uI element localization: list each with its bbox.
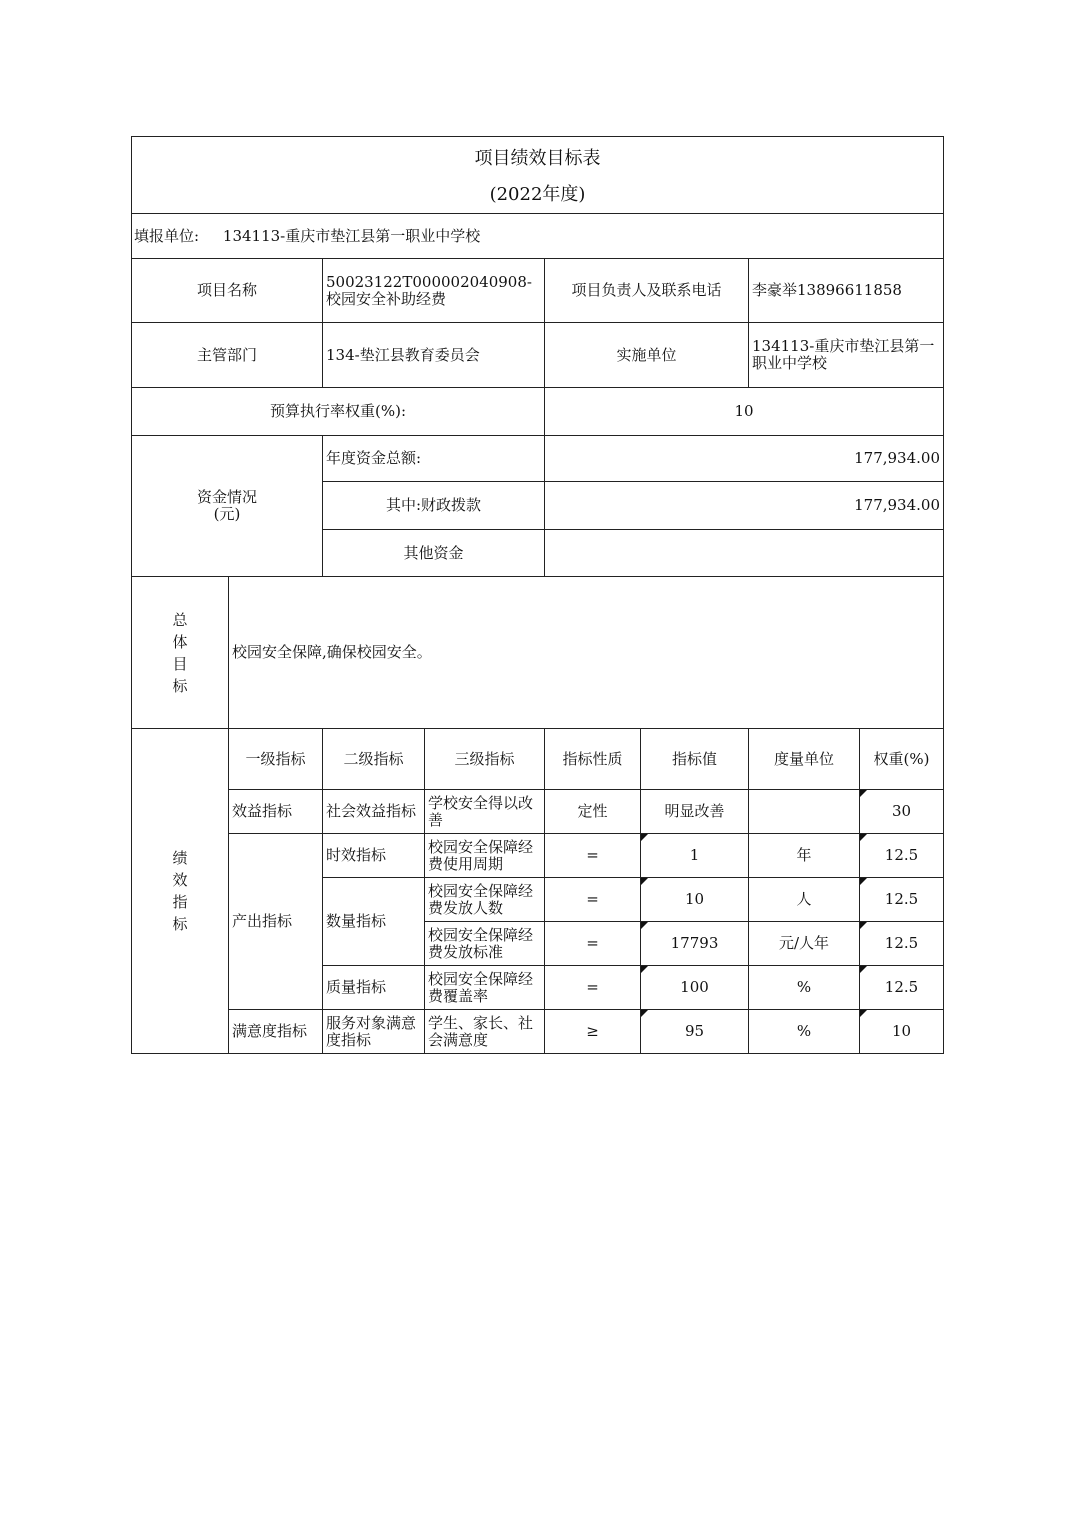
row-value: 100 bbox=[641, 966, 749, 1010]
row-level2: 服务对象满意度指标 bbox=[323, 1010, 425, 1054]
row-weight: 12.5 bbox=[860, 878, 944, 922]
header-nature: 指标性质 bbox=[545, 729, 641, 790]
header-weight: 权重(%) bbox=[860, 729, 944, 790]
row-level1: 产出指标 bbox=[229, 834, 323, 1010]
row-nature: ≥ bbox=[545, 1010, 641, 1054]
row-level1: 效益指标 bbox=[229, 790, 323, 834]
row-nature: = bbox=[545, 922, 641, 966]
overall-goal-label: 总体目标 bbox=[172, 610, 188, 695]
row-unit: % bbox=[749, 966, 860, 1010]
table-title-cell bbox=[132, 137, 944, 214]
row-weight: 10 bbox=[860, 1010, 944, 1054]
row-nature: = bbox=[545, 966, 641, 1010]
table-year: (2022年度) bbox=[489, 183, 586, 205]
funds-other-label: 其他资金 bbox=[323, 530, 545, 577]
budget-weight-value: 10 bbox=[545, 388, 944, 436]
table-title: 项目绩效目标表 bbox=[474, 147, 601, 169]
overall-goal-label-cell bbox=[132, 577, 229, 729]
header-level1: 一级指标 bbox=[229, 729, 323, 790]
row-level2: 质量指标 bbox=[323, 966, 425, 1010]
row-unit bbox=[749, 790, 860, 834]
row-unit: 年 bbox=[749, 834, 860, 878]
header-level3: 三级指标 bbox=[425, 729, 545, 790]
budget-weight-label: 预算执行率权重(%): bbox=[132, 388, 545, 436]
row-weight: 12.5 bbox=[860, 922, 944, 966]
funds-total-value: 177,934.00 bbox=[545, 436, 944, 482]
funds-total-label: 年度资金总额: bbox=[323, 436, 545, 482]
project-leader-value: 李豪举13896611858 bbox=[749, 259, 944, 323]
performance-target-table bbox=[131, 136, 944, 1054]
project-leader-label: 项目负责人及联系电话 bbox=[545, 259, 749, 323]
indicators-label-cell bbox=[132, 729, 229, 1054]
funds-fiscal-value: 177,934.00 bbox=[545, 482, 944, 530]
header-level2: 二级指标 bbox=[323, 729, 425, 790]
indicators-label: 绩效指标 bbox=[172, 849, 188, 933]
table-row bbox=[132, 1010, 944, 1054]
row-value: 10 bbox=[641, 878, 749, 922]
header-value: 指标值 bbox=[641, 729, 749, 790]
funds-fiscal-label: 其中:财政拨款 bbox=[323, 482, 545, 530]
row-value: 17793 bbox=[641, 922, 749, 966]
row-nature: = bbox=[545, 878, 641, 922]
dept-value: 134-垫江县教育委员会 bbox=[323, 323, 545, 388]
funds-other-value bbox=[545, 530, 944, 577]
project-name-label: 项目名称 bbox=[132, 259, 323, 323]
row-level3: 校园安全保障经费发放标准 bbox=[425, 922, 545, 966]
row-nature: = bbox=[545, 834, 641, 878]
overall-goal-text: 校园安全保障,确保校园安全。 bbox=[229, 577, 944, 729]
row-level2: 社会效益指标 bbox=[323, 790, 425, 834]
row-unit: % bbox=[749, 1010, 860, 1054]
row-value: 明显改善 bbox=[641, 790, 749, 834]
row-level2: 数量指标 bbox=[323, 878, 425, 966]
row-value: 95 bbox=[641, 1010, 749, 1054]
header-unit: 度量单位 bbox=[749, 729, 860, 790]
fill-unit-row bbox=[132, 214, 944, 259]
row-weight: 12.5 bbox=[860, 966, 944, 1010]
row-level3: 学校安全得以改善 bbox=[425, 790, 545, 834]
impl-unit-value: 134113-重庆市垫江县第一职业中学校 bbox=[749, 323, 944, 388]
row-unit: 人 bbox=[749, 878, 860, 922]
row-weight: 30 bbox=[860, 790, 944, 834]
funds-label: 资金情况 bbox=[196, 488, 257, 506]
fill-unit-value: 134113-重庆市垫江县第一职业中学校 bbox=[222, 226, 481, 245]
funds-label-cell bbox=[132, 436, 323, 577]
row-value: 1 bbox=[641, 834, 749, 878]
project-name-value: 50023122T000002040908-校园安全补助经费 bbox=[323, 259, 545, 323]
row-weight: 12.5 bbox=[860, 834, 944, 878]
row-unit: 元/人年 bbox=[749, 922, 860, 966]
row-level2: 时效指标 bbox=[323, 834, 425, 878]
dept-label: 主管部门 bbox=[132, 323, 323, 388]
row-level3: 学生、家长、社会满意度 bbox=[425, 1010, 545, 1054]
row-level1: 满意度指标 bbox=[229, 1010, 323, 1054]
table-row bbox=[132, 834, 944, 878]
row-level3: 校园安全保障经费使用周期 bbox=[425, 834, 545, 878]
row-level3: 校园安全保障经费覆盖率 bbox=[425, 966, 545, 1010]
row-level3: 校园安全保障经费发放人数 bbox=[425, 878, 545, 922]
impl-unit-label: 实施单位 bbox=[545, 323, 749, 388]
row-nature: 定性 bbox=[545, 790, 641, 834]
funds-unit: (元) bbox=[213, 505, 241, 523]
table-row bbox=[132, 790, 944, 834]
fill-unit-label: 填报单位: bbox=[134, 226, 200, 245]
